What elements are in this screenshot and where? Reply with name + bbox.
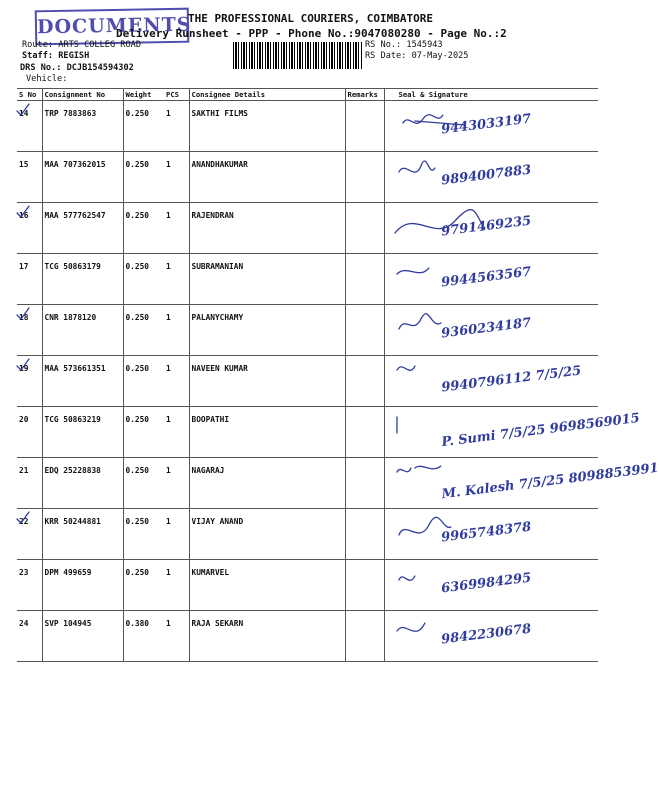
table-row — [17, 611, 598, 662]
sno-text: 16 — [19, 211, 29, 220]
consignee-cell: NAVEEN KUMAR — [189, 356, 345, 407]
remarks-cell — [345, 356, 384, 407]
consignee-cell: KUMARVEL — [189, 560, 345, 611]
sno-text: 18 — [19, 313, 29, 322]
route-label: Route: ARTS COLLEG ROAD — [22, 40, 141, 50]
sno-text: 15 — [19, 160, 29, 169]
weight-cell: 0.250 — [123, 305, 164, 356]
consignment-cell: TCG 50863219 — [42, 407, 123, 458]
pcs-cell: 1 — [164, 407, 189, 458]
sno-text: 20 — [19, 415, 29, 424]
handwritten-phone-text: 6369984295 — [439, 570, 532, 597]
handwritten-phone-text: 9965748378 — [439, 519, 532, 546]
pcs-cell: 1 — [164, 101, 189, 152]
weight-cell: 0.250 — [123, 509, 164, 560]
col-pcs: PCS — [164, 89, 189, 101]
signature-cell — [384, 560, 598, 611]
runsheet-title: Delivery Runsheet - PPP - Phone No.:9047080280 - Page No.:2 — [116, 27, 507, 40]
col-weight: Weight — [123, 89, 164, 101]
weight-cell: 0.250 — [123, 356, 164, 407]
drs-label: DRS No.: DCJB154594302 — [20, 63, 134, 73]
table-row — [17, 356, 598, 407]
sno-cell — [17, 356, 42, 407]
sno-text: 14 — [19, 109, 29, 118]
consignee-cell: SAKTHI FILMS — [189, 101, 345, 152]
pcs-cell: 1 — [164, 203, 189, 254]
handwritten-phone-text: M. Kalesh 7/5/25 8098853991 — [440, 460, 659, 503]
sno-cell — [17, 458, 42, 509]
remarks-cell — [345, 560, 384, 611]
table-row — [17, 458, 598, 509]
tick-mark-icon — [16, 103, 30, 117]
tick-mark-icon — [16, 511, 30, 525]
rs-number: RS No.: 1545943 — [365, 40, 443, 50]
remarks-cell — [345, 203, 384, 254]
consignee-cell: SUBRAMANIAN — [189, 254, 345, 305]
remarks-cell — [345, 254, 384, 305]
signature-cell — [384, 152, 598, 203]
table-row — [17, 254, 598, 305]
sno-cell — [17, 407, 42, 458]
signature-cell — [384, 305, 598, 356]
weight-cell: 0.250 — [123, 101, 164, 152]
company-name: THE PROFESSIONAL COURIERS, COIMBATORE — [188, 12, 434, 25]
consignment-cell: EDQ 25228838 — [42, 458, 123, 509]
consignee-cell: ANANDHAKUMAR — [189, 152, 345, 203]
sno-text: 22 — [19, 517, 29, 526]
signature-cell — [384, 611, 598, 662]
pcs-cell: 1 — [164, 305, 189, 356]
consignment-cell: TCG 50863179 — [42, 254, 123, 305]
remarks-cell — [345, 101, 384, 152]
signature-cell — [384, 101, 598, 152]
table-row — [17, 101, 598, 152]
consignee-cell: NAGARAJ — [189, 458, 345, 509]
barcode — [233, 42, 363, 69]
weight-cell: 0.250 — [123, 152, 164, 203]
tick-mark-icon — [16, 307, 30, 321]
consignee-cell: PALANYCHAMY — [189, 305, 345, 356]
consignment-cell: SVP 104945 — [42, 611, 123, 662]
consignee-cell: BOOPATHI — [189, 407, 345, 458]
handwritten-phone-text: 9894007883 — [439, 162, 532, 189]
col-remarks: Remarks — [345, 89, 384, 101]
sno-text: 23 — [19, 568, 29, 577]
signature-cell — [384, 356, 598, 407]
sno-text: 24 — [19, 619, 29, 628]
signature-cell — [384, 458, 659, 509]
pcs-cell: 1 — [164, 254, 189, 305]
consignment-cell: DPM 499659 — [42, 560, 123, 611]
rs-date: RS Date: 07-May-2025 — [365, 51, 469, 61]
handwritten-phone-text: 9791469235 — [439, 213, 532, 240]
pcs-cell: 1 — [164, 509, 189, 560]
handwritten-phone-text: 9842230678 — [439, 621, 532, 648]
handwritten-phone-text: 9443033197 — [439, 111, 532, 138]
handwritten-phone-text: 9944563567 — [439, 264, 532, 291]
weight-cell: 0.250 — [123, 203, 164, 254]
remarks-cell — [345, 305, 384, 356]
sno-text: 19 — [19, 364, 29, 373]
signature-cell — [384, 203, 598, 254]
sno-cell — [17, 611, 42, 662]
documents-stamp: DOCUMENTS — [35, 8, 190, 46]
table-row — [17, 203, 598, 254]
col-consignment: Consignment No — [42, 89, 123, 101]
signature-cell — [384, 509, 598, 560]
handwritten-phone-text: P. Sumi 7/5/25 9698569015 — [440, 410, 641, 451]
remarks-cell — [345, 458, 384, 509]
consignment-cell: KRR 50244881 — [42, 509, 123, 560]
tick-mark-icon — [16, 358, 30, 372]
pcs-cell: 1 — [164, 152, 189, 203]
col-consignee: Consignee Details — [189, 89, 345, 101]
pcs-cell: 1 — [164, 458, 189, 509]
tick-mark-icon — [16, 205, 30, 219]
sno-cell — [17, 203, 42, 254]
table-row — [17, 407, 598, 458]
sno-cell — [17, 254, 42, 305]
table-header-row — [17, 89, 598, 101]
weight-cell: 0.250 — [123, 560, 164, 611]
handwritten-phone-text: 9360234187 — [439, 315, 532, 342]
vehicle-label: Vehicle: — [26, 74, 68, 84]
consignee-cell: RAJENDRAN — [189, 203, 345, 254]
consignment-cell: TRP 7883863 — [42, 101, 123, 152]
handwritten-phone-text: 9940796112 7/5/25 — [440, 363, 582, 396]
signature-cell — [384, 254, 598, 305]
pcs-cell: 1 — [164, 356, 189, 407]
weight-cell: 0.250 — [123, 254, 164, 305]
remarks-cell — [345, 407, 384, 458]
staff-label: Staff: REGISH — [22, 51, 90, 61]
sno-cell — [17, 101, 42, 152]
col-sno: S No — [17, 89, 42, 101]
consignment-cell: MAA 577762547 — [42, 203, 123, 254]
sno-cell — [17, 509, 42, 560]
consignment-cell: CNR 1878120 — [42, 305, 123, 356]
remarks-cell — [345, 509, 384, 560]
runsheet-table — [17, 88, 659, 662]
remarks-cell — [345, 611, 384, 662]
sno-text: 21 — [19, 466, 29, 475]
pcs-cell: 1 — [164, 611, 189, 662]
col-signature: Seal & Signature — [384, 89, 598, 101]
table-row — [17, 305, 598, 356]
consignment-cell: MAA 573661351 — [42, 356, 123, 407]
consignment-cell: MAA 707362015 — [42, 152, 123, 203]
consignee-cell: VIJAY ANAND — [189, 509, 345, 560]
remarks-cell — [345, 152, 384, 203]
consignee-cell: RAJA SEKARN — [189, 611, 345, 662]
signature-cell — [384, 407, 641, 458]
table-row — [17, 152, 598, 203]
weight-cell: 0.250 — [123, 407, 164, 458]
sno-cell — [17, 305, 42, 356]
table-row — [17, 560, 598, 611]
sno-cell — [17, 560, 42, 611]
sno-text: 17 — [19, 262, 29, 271]
weight-cell: 0.380 — [123, 611, 164, 662]
pcs-cell: 1 — [164, 560, 189, 611]
weight-cell: 0.250 — [123, 458, 164, 509]
sno-cell — [17, 152, 42, 203]
table-row — [17, 509, 598, 560]
